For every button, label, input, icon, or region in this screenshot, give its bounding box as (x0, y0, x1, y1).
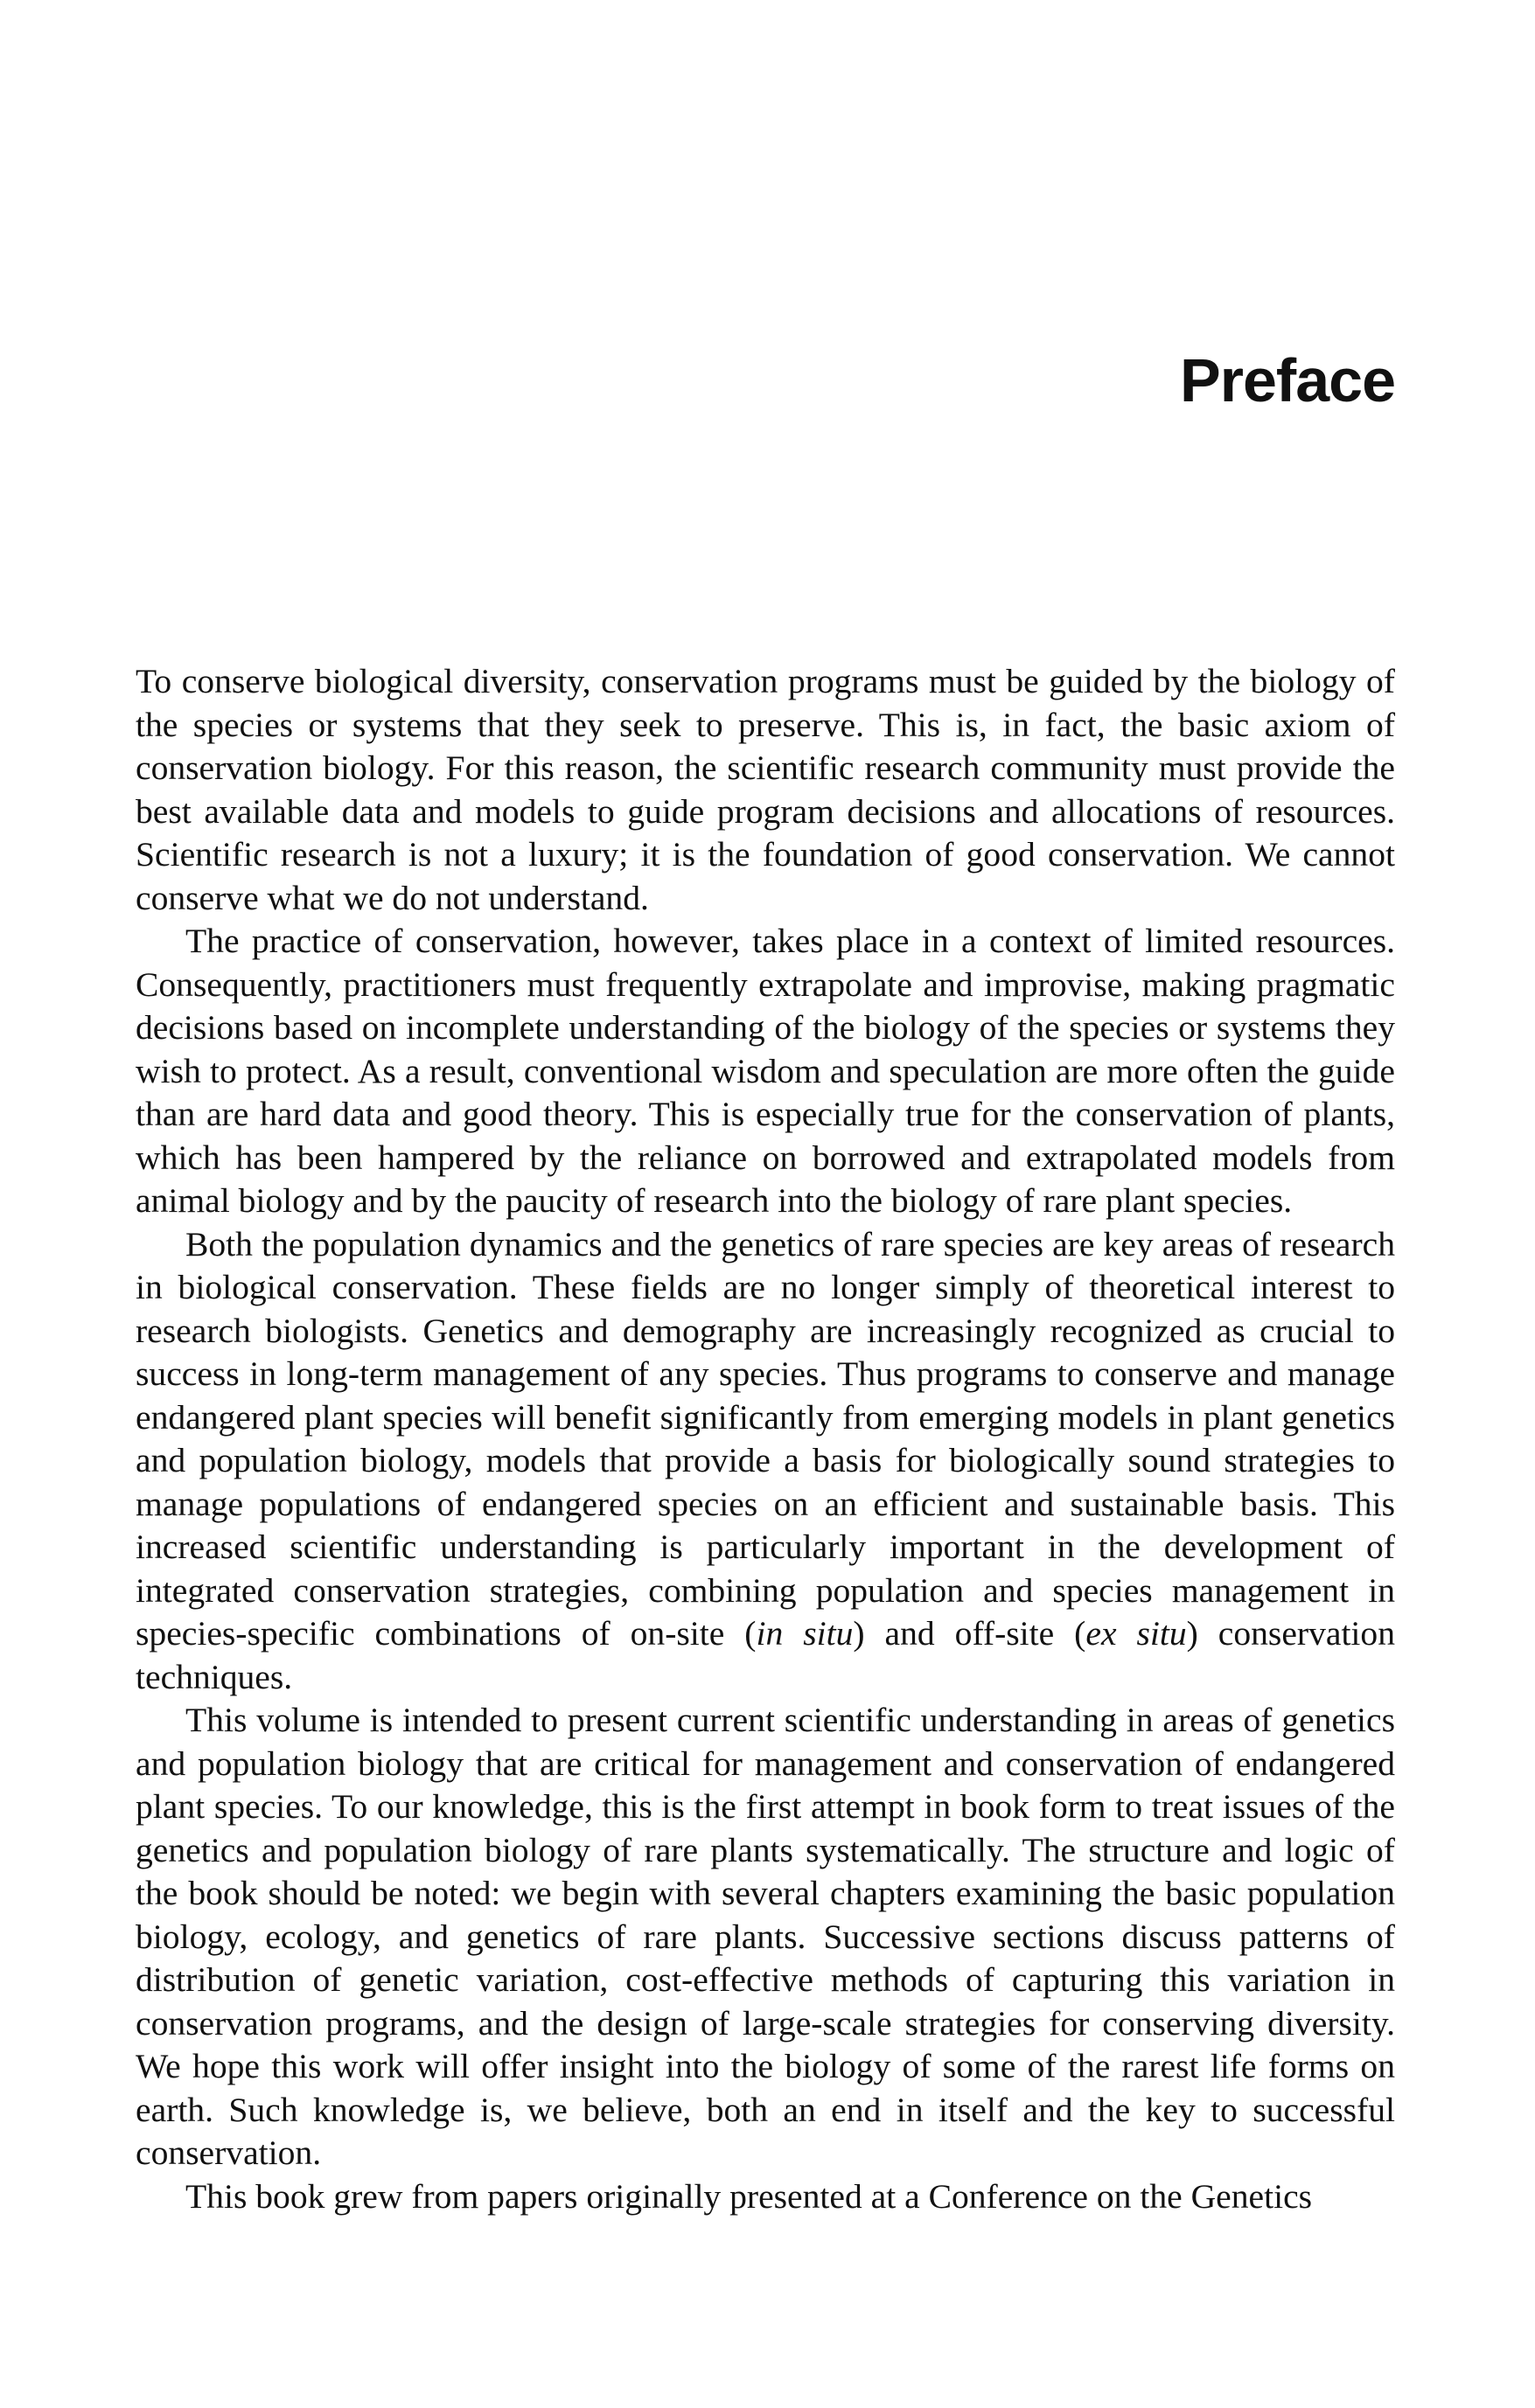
paragraph-5 (136, 2175, 1395, 2219)
page-title: Preface (1180, 346, 1395, 414)
preface-body (136, 660, 1395, 2218)
paragraph-1 (136, 660, 1395, 920)
italic-term-ex-situ: ex situ (1085, 1614, 1187, 1653)
paragraph-4 (136, 1699, 1395, 2175)
paragraph-text: To conserve biological diversity, conservation programs must be guided by the biology of the species or systems that they seek to preserve. This is, in fact, the basic axiom of conservation biology. For this reason, the scientific research community must provide the best available data and models to guide program decisions and allocations of resources. Scientific research is not a luxury; it is the foundation of good conservation. We cannot conserve what we do not understand. (136, 662, 1395, 917)
paragraph-3 (136, 1223, 1395, 1700)
italic-term-in-situ: in situ (756, 1614, 854, 1653)
paragraph-text: This book grew from papers originally presented at a Conference on the Genetics (185, 2176, 1313, 2216)
paragraph-text: ) conservation techniques. (136, 1614, 1396, 1696)
paragraph-2 (136, 920, 1395, 1223)
paragraph-text: Both the population dynamics and the genetics of rare species are key areas of research in biological conservation. These fields are no longer simply of theoretical interest to research biologists. Genetics and demography are increasingly recognized as crucial to success in long-term management of any species. Thus programs to conserve and manage endangered plant species will benefit significantly from emerging models in plant genetics and population biology, models that provide a basis for biologically sound strategies to manage populations of endangered species on an efficient and sustainable basis. This increased scientific understanding is particularly important in the development of integrated conservation strategies, combining population and species management in species-specific combinations of on-site ( (136, 1224, 1395, 1653)
paragraph-text: The practice of conservation, however, takes place in a context of limited resources. Consequently, practitioners must frequently extrapolate and improvise, making pragmatic decisions based on incomplete understanding of the biology of the species or systems they wish to protect. As a result, conventional wisdom and speculation are more often the guide than are hard data and good theory. This is especially true for the conservation of plants, which has been hampered by the reliance on borrowed and extrapolated models from animal biology and by the paucity of research into the biology of rare plant species. (136, 922, 1395, 1220)
paragraph-text: This volume is intended to present current scientific understanding in areas of genetics and population biology that are critical for management and conservation of endangered plant species. To our knowledge, this is the first attempt in book form to treat issues of the genetics and population biology of rare plants systematically. The structure and logic of the book should be noted: we begin with several chapters examining the basic population biology, ecology, and genetics of rare plants. Successive sections discuss patterns of distribution of genetic variation, cost-effective methods of capturing this variation in conservation programs, and the design of large-scale strategies for conserving diversity. We hope this work will offer insight into the biology of some of the rarest life forms on earth. Such knowledge is, we believe, both an end in itself and the key to successful conservation. (136, 1701, 1395, 2172)
paragraph-text: ) and off-site ( (853, 1614, 1086, 1653)
